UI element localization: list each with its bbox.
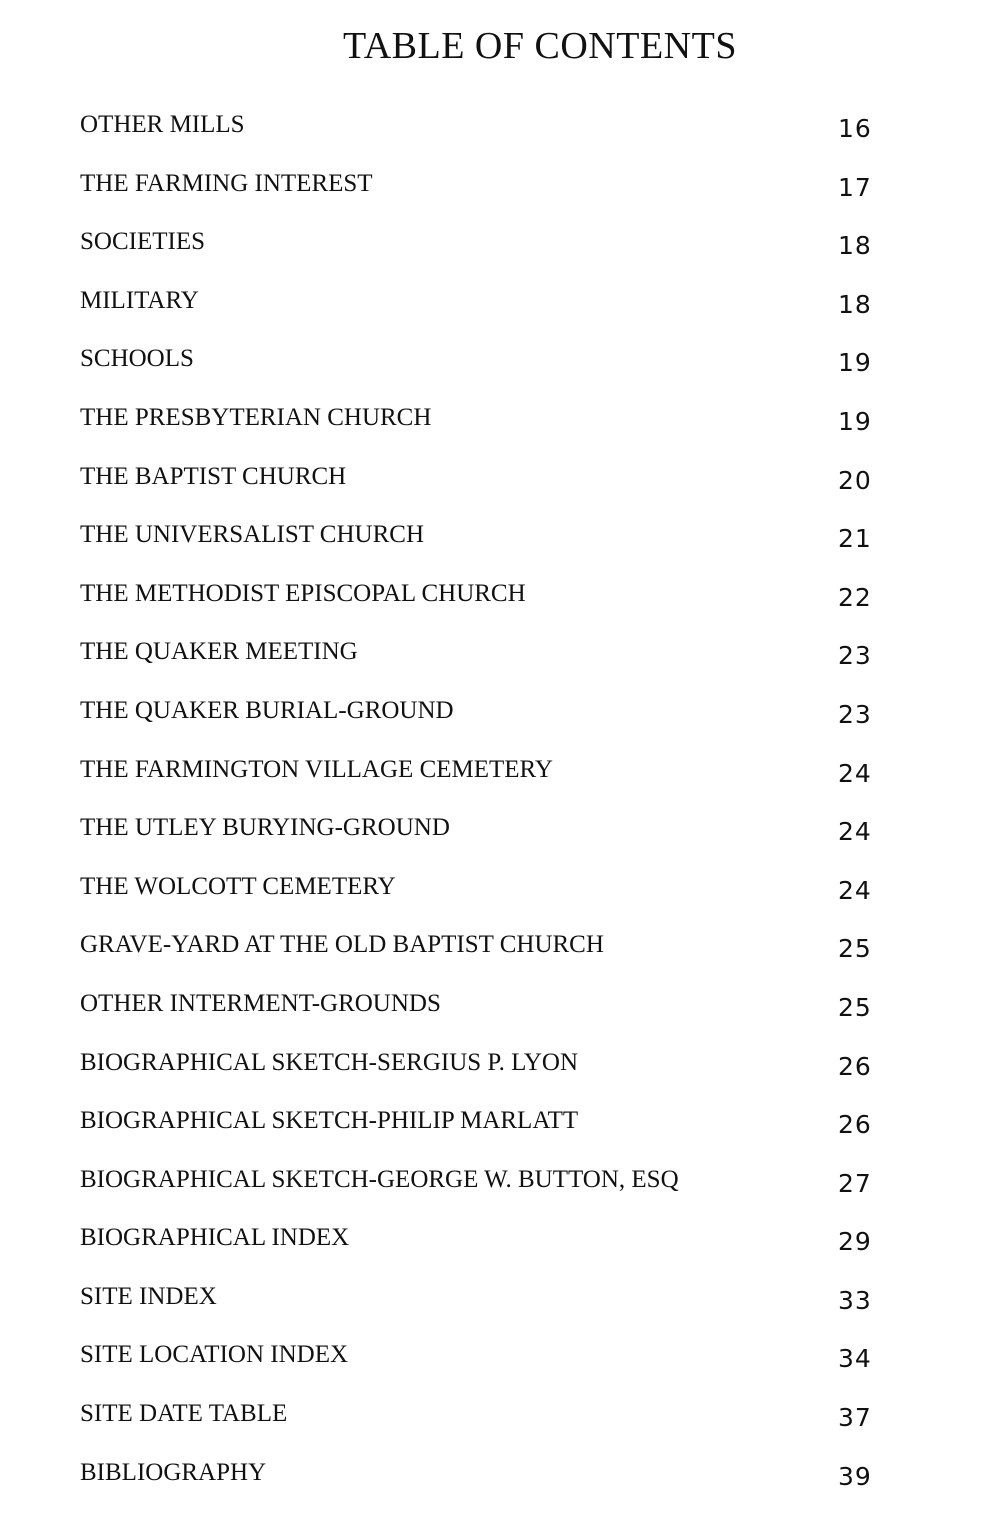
toc-entry[interactable] [0,987,1000,1046]
toc-entry[interactable] [0,342,1000,401]
toc-entry-label: THE PRESBYTERIAN CHURCH [80,403,432,431]
toc-entry-label: THE UTLEY BURYING-GROUND [80,814,450,842]
toc-entry-page: 23 [838,699,872,729]
toc-entry-page: 26 [838,1110,872,1140]
toc-entry-page: 20 [838,465,872,495]
toc-entry[interactable] [0,1397,1000,1456]
toc-entry[interactable] [0,870,1000,929]
toc-entry-label: THE UNIVERSALIST CHURCH [80,521,424,549]
toc-entry-label: SITE LOCATION INDEX [80,1341,349,1369]
toc-entry-label: MILITARY [80,286,199,314]
toc-entry-label: BIOGRAPHICAL SKETCH-SERGIUS P. LYON [80,1048,578,1076]
page-title: TABLE OF CONTENTS [343,25,737,67]
toc-entry[interactable] [0,635,1000,694]
toc-entry-page: 17 [838,172,872,202]
toc-entry[interactable] [0,284,1000,343]
toc-entry[interactable] [0,811,1000,870]
toc-entry-page: 23 [838,641,872,671]
toc-list [0,108,1000,1514]
toc-entry[interactable] [0,694,1000,753]
toc-entry-label: BIOGRAPHICAL INDEX [80,1224,350,1252]
toc-entry[interactable] [0,577,1000,636]
toc-entry-page: 24 [838,817,872,847]
toc-entry-page: 26 [838,1051,872,1081]
toc-entry-label: THE QUAKER BURIAL-GROUND [80,696,454,724]
toc-entry[interactable] [0,401,1000,460]
toc-entry[interactable] [0,225,1000,284]
toc-entry-page: 19 [838,406,872,436]
toc-entry[interactable] [0,1221,1000,1280]
toc-entry-page: 25 [838,992,872,1022]
toc-entry-page: 21 [838,524,872,554]
toc-entry[interactable] [0,1163,1000,1222]
toc-entry[interactable] [0,108,1000,167]
toc-entry-label: OTHER INTERMENT-GROUNDS [80,989,441,1017]
toc-entry-page: 27 [838,1168,872,1198]
toc-entry-label: THE FARMING INTEREST [80,169,373,197]
toc-entry[interactable] [0,928,1000,987]
toc-entry[interactable] [0,1046,1000,1105]
toc-entry[interactable] [0,1456,1000,1515]
toc-entry-label: BIBLIOGRAPHY [80,1458,267,1486]
toc-entry-page: 24 [838,875,872,905]
toc-entry-label: THE FARMINGTON VILLAGE CEMETERY [80,755,553,783]
toc-entry-label: THE BAPTIST CHURCH [80,462,347,490]
toc-entry[interactable] [0,1280,1000,1339]
toc-entry-label: SOCIETIES [80,228,205,256]
toc-entry[interactable] [0,753,1000,812]
toc-entry-page: 25 [838,934,872,964]
toc-entry-label: BIOGRAPHICAL SKETCH-PHILIP MARLATT [80,1107,579,1135]
toc-entry-label: THE QUAKER MEETING [80,638,358,666]
toc-entry[interactable] [0,1338,1000,1397]
toc-entry-page: 24 [838,758,872,788]
toc-entry-label: THE METHODIST EPISCOPAL CHURCH [80,579,526,607]
toc-entry[interactable] [0,460,1000,519]
toc-entry-page: 16 [838,114,872,143]
toc-entry-page: 22 [838,582,872,612]
toc-entry-label: GRAVE-YARD AT THE OLD BAPTIST CHURCH [80,931,604,959]
toc-entry-page: 37 [838,1403,872,1433]
toc-entry[interactable] [0,518,1000,577]
toc-entry-page: 29 [838,1227,872,1257]
toc-entry[interactable] [0,1104,1000,1163]
toc-entry-page: 19 [838,348,872,378]
toc-entry-label: SITE DATE TABLE [80,1400,288,1428]
toc-entry-page: 34 [838,1344,872,1374]
toc-entry-label: SITE INDEX [80,1282,217,1310]
toc-entry-page: 18 [838,231,872,261]
toc-entry-label: OTHER MILLS [80,111,245,138]
toc-entry-page: 18 [838,289,872,319]
toc-entry-label: THE WOLCOTT CEMETERY [80,872,396,900]
toc-entry[interactable] [0,167,1000,226]
toc-entry-label: BIOGRAPHICAL SKETCH-GEORGE W. BUTTON, ESQ [80,1165,679,1193]
toc-entry-page: 33 [838,1285,872,1315]
toc-entry-page: 39 [838,1461,872,1491]
toc-entry-label: SCHOOLS [80,345,194,373]
